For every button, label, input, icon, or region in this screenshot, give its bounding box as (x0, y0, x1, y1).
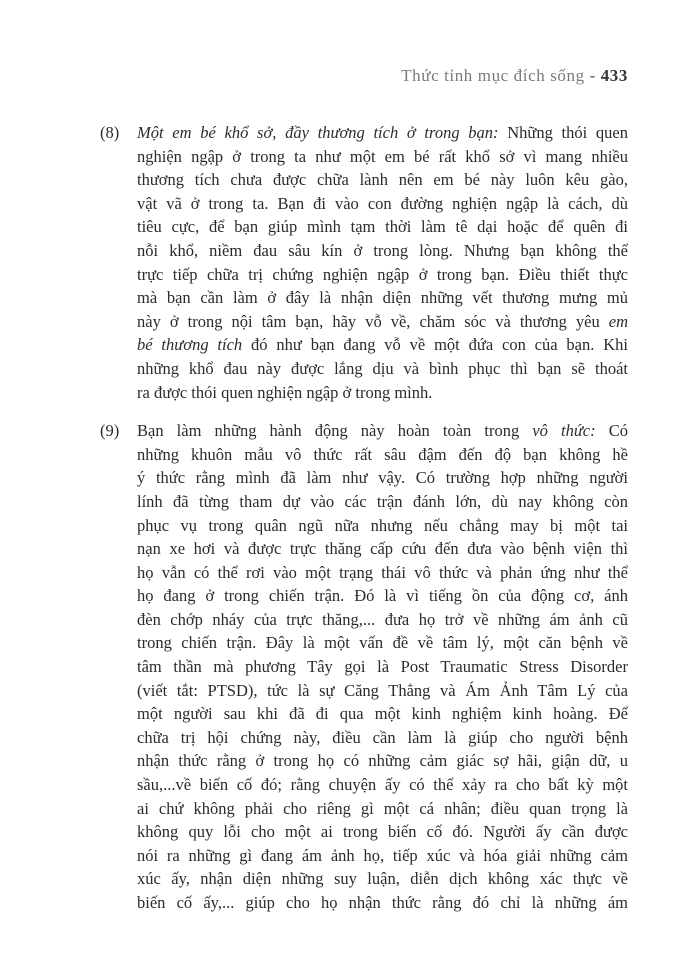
body-text: đèn chớp nháy của trực thăng,... đưa họ trở về những ám ảnh cũ (137, 609, 628, 629)
body-text: thương tích chưa được chữa lành nên em bé này luôn kêu gào, (137, 170, 628, 190)
header-separator: - (584, 66, 601, 85)
text-line (137, 239, 628, 263)
body-text: tâm thần mà phương Tây gọi là Post Traumatic Stress Disorder (137, 657, 628, 677)
text-line (137, 844, 628, 868)
body-text: Có (595, 421, 628, 441)
text-line (137, 867, 628, 891)
text-line (137, 891, 628, 915)
body-text: không quy lỗi cho một ai trong biến cố đó. Người ấy cần được (137, 822, 628, 842)
text-line (137, 310, 628, 334)
body-text: nói ra những gì đang ám ảnh họ, tiếp xúc và hóa giải những cảm (137, 845, 628, 865)
body-text: đó như bạn đang vỗ về một đứa con của bạn. Khi (242, 335, 628, 355)
body-text: nạn xe hơi và được trực thăng cấp cứu đến đưa vào bệnh viện thì (137, 539, 628, 559)
text-line (137, 168, 628, 192)
body-text: phục vụ trong quân ngũ nữa nhưng nếu chẳng may bị một tai (137, 515, 628, 535)
text-line (137, 443, 628, 467)
body-text: những khuôn mẫu vô thức rất sâu đậm đến độ bạn không hề (137, 444, 628, 464)
body-text: một người sau khi đã đi qua một kinh nghiệm kinh hoàng. Để (137, 704, 628, 724)
book-title: Thức tỉnh mục đích sống (401, 66, 585, 85)
body-text: lính đã từng tham dự vào các trận đánh lớn, dù nay không còn (137, 491, 628, 511)
list-item (100, 121, 628, 404)
text-line (137, 215, 628, 239)
text-line (137, 726, 628, 750)
text-line (137, 820, 628, 844)
item-number: (8) (100, 123, 120, 142)
italic-text: vô thức: (532, 421, 596, 441)
body-text: nhận thức rằng ở trong họ có những cảm giác sợ hãi, giận dữ, u (137, 751, 628, 771)
text-line (137, 286, 628, 310)
body-text: sầu,...về biến cố đó; rằng chuyện ấy có thể xảy ra cho bất kỳ một (137, 775, 628, 795)
text-line (137, 797, 628, 821)
text-line (137, 749, 628, 773)
text-line (137, 679, 628, 703)
item-number: (9) (100, 421, 120, 441)
body-text: ý thức rằng mình đã làm như vậy. Có trường hợp những người (137, 468, 628, 488)
text-line (137, 631, 628, 655)
body-text: những khổ đau này được lắng dịu và bình phục thì bạn sẽ thoát (137, 358, 628, 378)
text-line (137, 608, 628, 632)
text-line (137, 419, 628, 443)
list-item (100, 419, 628, 914)
page-number: 433 (600, 66, 628, 85)
text-line (137, 702, 628, 726)
text-line (137, 357, 628, 381)
body-text: Những thói quen (498, 123, 628, 142)
body-text: họ vẫn có thể rơi vào một trạng thái vô thức và phản ứng như thể (137, 562, 628, 582)
running-header (401, 66, 628, 86)
text-line (137, 584, 628, 608)
italic-text: Một em bé khổ sở, đầy thương tích ở trong bạn: (137, 123, 499, 142)
body-text: ra được thói quen nghiện ngập ở trong mình. (137, 382, 433, 402)
body-text: xúc ấy, nhận diện những suy luận, diễn dịch không xác thực về (137, 869, 628, 889)
text-line (137, 192, 628, 216)
text-line (137, 381, 628, 405)
body-text: nghiện ngập ở trong ta như một em bé rất khổ sở vì mang nhiều (137, 146, 628, 166)
body-text: nỗi khổ, niềm đau sâu kín ở trong lòng. Nhưng bạn không thể (137, 240, 628, 260)
body-text: chữa trị hội chứng này, điều cần làm là giúp cho người bệnh (137, 727, 628, 747)
text-line (137, 773, 628, 797)
text-line (137, 121, 628, 145)
text-line (137, 490, 628, 514)
body-text: trong chiến trận. Đây là một vấn đề về tâm lý, một căn bệnh về (137, 633, 628, 653)
body-text: Bạn làm những hành động này hoàn toàn trong (137, 421, 533, 441)
text-line (137, 333, 628, 357)
body-text: biến cố ấy,... giúp cho họ nhận thức rằng đó chỉ là những ám (137, 893, 628, 912)
text-line (137, 263, 628, 287)
body-text: họ đang ở trong chiến trận. Đó là vì tiếng ồn của động cơ, ánh (137, 586, 628, 606)
text-line (137, 145, 628, 169)
italic-text: em (608, 311, 628, 331)
body-text: vật vã ở trong ta. Bạn đi vào con đường nghiện ngập là cách, dù (137, 193, 628, 213)
body-text: ai chứ không phải cho riêng gì một cá nhân; điều quan trọng là (137, 798, 628, 818)
text-line (137, 537, 628, 561)
body-text: trực tiếp chữa trị chứng nghiện ngập ở trong bạn. Điều thiết thực (137, 264, 628, 284)
body-text: tiêu cực, để bạn giúp mình tạm thời làm tê dại hoặc để quên đi (137, 217, 628, 237)
text-line (137, 514, 628, 538)
body-text: này ở trong nội tâm bạn, hãy vỗ về, chăm sóc và thương yêu (137, 311, 609, 331)
body-text: mà bạn cần làm ở đây là nhận diện những vết thương mưng mủ (137, 288, 628, 308)
body-text: (viết tắt: PTSD), tức là sự Căng Thẳng và Ám Ảnh Tâm Lý của (137, 680, 628, 700)
italic-text: bé thương tích (137, 335, 243, 355)
page-body (100, 121, 628, 930)
text-line (137, 466, 628, 490)
text-line (137, 561, 628, 585)
text-line (137, 655, 628, 679)
